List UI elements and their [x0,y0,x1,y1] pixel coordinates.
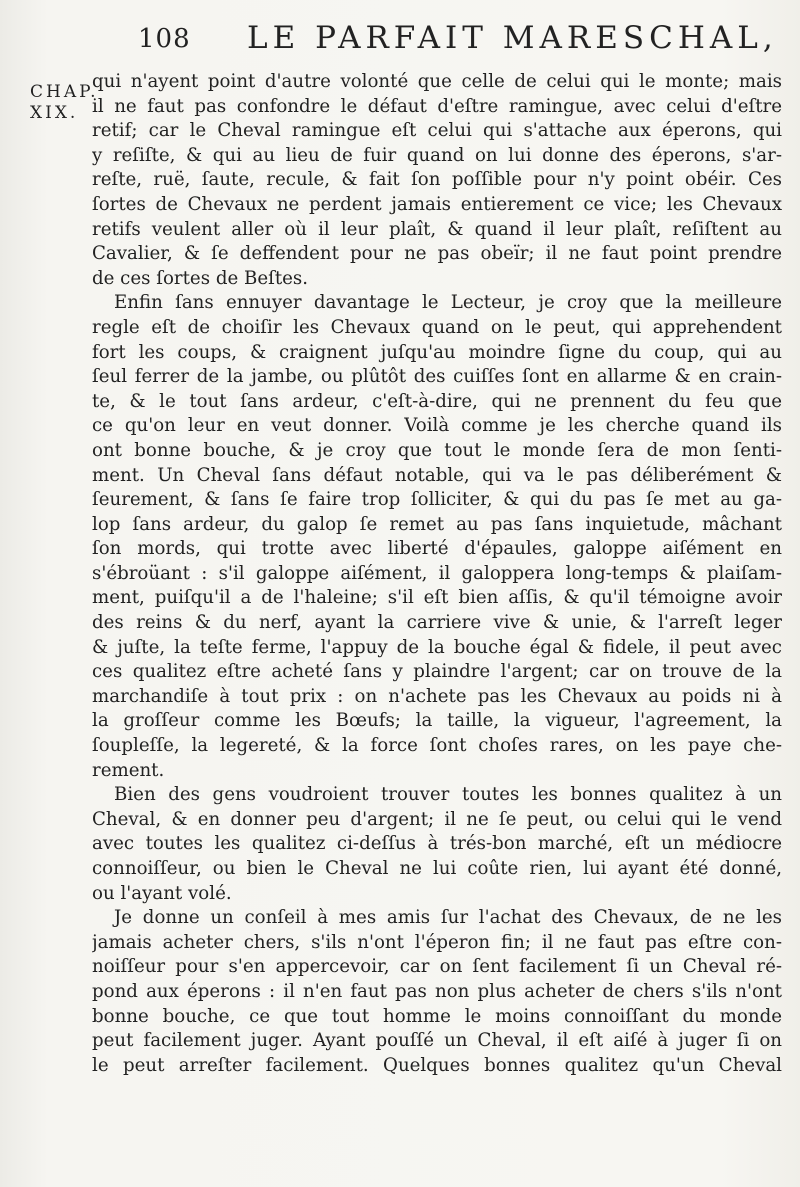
text-line: le peut arreſter facilement. Quelques bonnes qualitez qu'un Cheval [92,1054,782,1076]
text-line: s'ébroüant : s'il galoppe aiſément, il galoppera long-temps & plaiſam- [92,562,782,584]
text-line: ſeurement, & ſans ſe faire trop ſolliciter, & qui du pas ſe met au ga- [92,489,782,511]
text-line: Je donne un conſeil à mes amis ſur l'achat des Chevaux, de ne les [114,907,782,929]
text-line: des reins & du nerf, ayant la carriere vive & unie, & l'arreſt leger [92,612,782,634]
text-line: avec toutes les qualitez ci-deſſus à trés-bon marché, eſt un médiocre [92,833,782,855]
text-line: connoiſſeur, ou bien le Cheval ne lui coûte rien, lui ayant été donné, [92,858,782,879]
text-line: reſte, ruë, ſaute, recule, & fait ſon poſſible pour n'y point obéir. Ces [92,169,782,191]
text-line: ces qualitez eſtre acheté ſans y plaindre l'argent; car on trouve de la [92,661,782,683]
text-line: marchandiſe à tout prix : on n'achete pas les Chevaux au poids ni à [92,685,782,707]
text-line: y reſiſte, & qui au lieu de fuir quand on lui donne des éperons, s'ar- [92,144,782,166]
text-line: pond aux éperons : il n'en faut pas non plus acheter de chers s'ils n'ont [92,980,782,1002]
text-line: ſon mords, qui trotte avec liberté d'épaules, galoppe aiſément en [92,538,782,560]
text-line: ment. Un Cheval ſans défaut notable, qui va le pas déliberément & [92,464,782,486]
text-line: ſeul ferrer de la jambe, ou plûtôt des cuiſſes ſont en allarme & en crain- [92,366,782,388]
text-line: te, & le tout ſans ardeur, c'eſt-à-dire, qui ne prennent du feu que [92,390,782,412]
text-line: fort les coups, & craignent juſqu'au moindre ſigne du coup, qui au [92,341,782,363]
text-line: regle eſt de choiſir les Chevaux quand on le peut, qui apprehendent [92,316,782,338]
text-line: il ne faut pas confondre le défaut d'eſtre ramingue, avec celui d'eſtre [92,95,782,117]
text-line: de ces ſortes de Beſtes. [92,267,309,289]
text-line: ſoupleſſe, la legereté, & la force ſont choſes rares, on les paye che- [92,735,782,757]
chapter-label: CHAP. [30,82,99,102]
page-number: 108 [138,24,191,54]
text-line: peut facilement juger. Ayant pouſſé un Cheval, il eſt aiſé à juger ſi on [92,1030,782,1052]
text-line: ment, puiſqu'il a de l'haleine; s'il eſt bien aſſis, & qu'il témoigne avoir [92,587,782,609]
text-line: jamais acheter chers, s'ils n'ont l'éperon fin; il ne faut pas eſtre con- [92,931,782,953]
text-line: ou l'ayant volé. [92,882,232,904]
text-line: bonne bouche, ce que tout homme le moins connoiſſant du monde [92,1005,782,1027]
text-line: retifs veulent aller où il leur plaît, & quand il leur plaît, reſiſtent au [92,218,782,240]
text-line: ce qu'on leur en veut donner. Voilà comme je les cherche quand ils [92,415,782,437]
text-line: ſortes de Chevaux ne perdent jamais entierement ce vice; les Chevaux [92,193,782,215]
body-text [92,70,782,1078]
text-line: Bien des gens voudroient trouver toutes les bonnes qualitez à un [114,784,782,806]
page-header [0,14,800,64]
text-line: & juſte, la teſte ferme, l'appuy de la bouche égal & fidele, il peut avec [92,636,782,658]
text-line: qui n'ayent point d'autre volonté que celle de celui qui le monte; mais [92,71,782,92]
running-title: LE PARFAIT MARESCHAL, [247,20,778,56]
text-line: Enfin ſans ennuyer davantage le Lecteur, je croy que la meilleure [114,292,782,314]
text-line: la groſſeur comme les Bœufs; la taille, la vigueur, l'agreement, la [92,710,782,732]
text-line: noiſſeur pour s'en appercevoir, car on ſent facilement ſi un Cheval ré- [92,956,782,978]
text-line: rement. [92,759,165,781]
text-line: lop ſans ardeur, du galop ſe remet au pas ſans inquietude, mâchant [92,513,782,535]
text-line: ont bonne bouche, & je croy que tout le monde ſera de mon ſenti- [92,439,782,461]
text-line: retif; car le Cheval ramingue eſt celui qui s'attache aux éperons, qui [92,120,782,142]
chapter-number: XIX. [30,103,79,123]
text-line: Cheval, & en donner peu d'argent; il ne ſe peut, ou celui qui le vend [92,808,782,830]
text-line: Cavalier, & ſe deffendent pour ne pas obeïr; il ne faut point prendre [92,243,782,265]
